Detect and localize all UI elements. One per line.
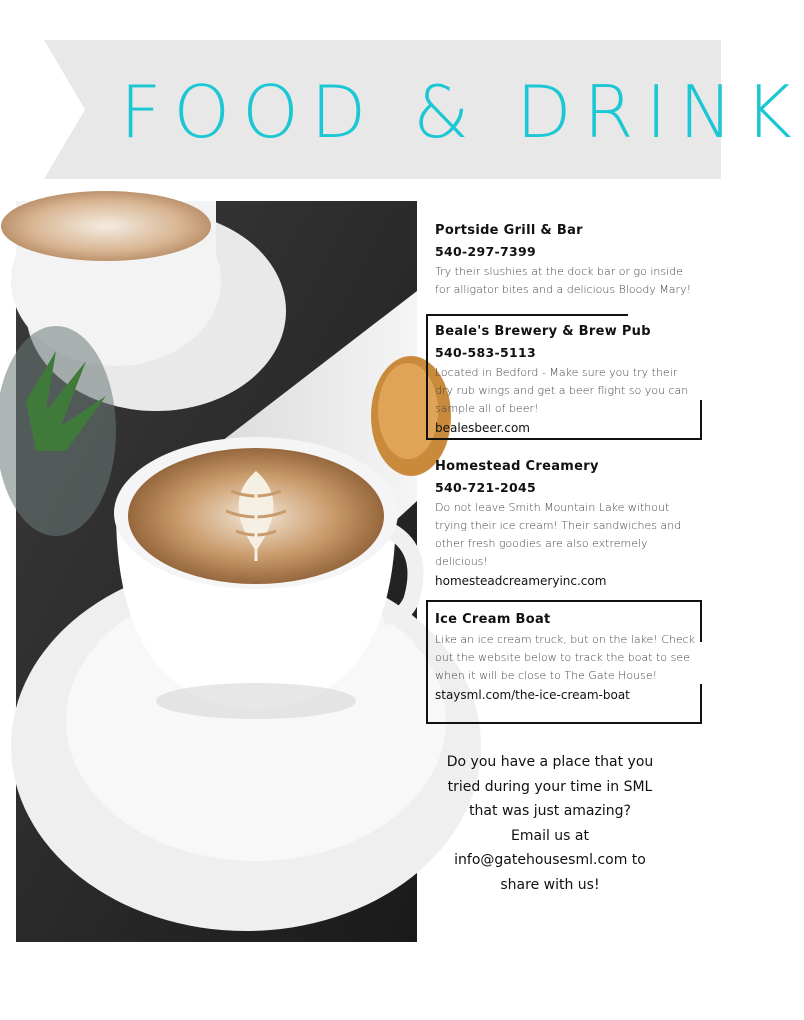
cta-line: Do you have a place that you bbox=[446, 754, 654, 770]
listing-description: Located in Bedford - Make sure you try their dry rub wings and get a beer flight so you can sample all of beer! bbox=[435, 366, 689, 415]
listing-phone: 540-297-7399 bbox=[435, 244, 536, 259]
listing-beales bbox=[435, 323, 697, 437]
share-call-to-action bbox=[440, 750, 660, 897]
page-title: FOOD & DRINK bbox=[120, 70, 804, 154]
listing-description: Do not leave Smith Mountain Lake without trying their ice cream! Their sandwiches and other fresh goodies are also extremely delicious! bbox=[435, 501, 682, 568]
listing-description: Like an ice cream truck, but on the lake! Check out the website below to track the boat to see when it will be close to The Gate House! bbox=[435, 633, 696, 682]
listing-website-link[interactable]: bealesbeer.com bbox=[435, 421, 530, 435]
coffee-photo bbox=[16, 201, 417, 942]
listing-name: Portside Grill & Bar bbox=[435, 223, 583, 238]
cta-line: that was just amazing? bbox=[469, 803, 631, 819]
listing-phone: 540-721-2045 bbox=[435, 480, 536, 495]
cta-line: share with us! bbox=[500, 876, 600, 893]
listing-phone: 540-583-5113 bbox=[435, 345, 536, 360]
cta-line: Email us at bbox=[511, 827, 589, 844]
cta-line: tried during your time in SML bbox=[447, 778, 653, 795]
cta-email[interactable]: info@gatehousesml.com to bbox=[454, 852, 646, 868]
listing-icecream-boat bbox=[435, 611, 697, 704]
listing-description: Try their slushies at the dock bar or go inside for alligator bites and a delicious Bloody Mary! bbox=[435, 265, 691, 296]
listing-website-link[interactable]: homesteadcreameryinc.com bbox=[435, 574, 607, 588]
listing-name: Ice Cream Boat bbox=[435, 612, 551, 627]
listing-name: Beale's Brewery & Brew Pub bbox=[435, 324, 651, 339]
listing-portside bbox=[435, 222, 697, 299]
listing-website-link[interactable]: staysml.com/the-ice-cream-boat bbox=[435, 688, 630, 702]
listing-name: Homestead Creamery bbox=[435, 459, 599, 474]
listing-homestead bbox=[435, 458, 697, 590]
